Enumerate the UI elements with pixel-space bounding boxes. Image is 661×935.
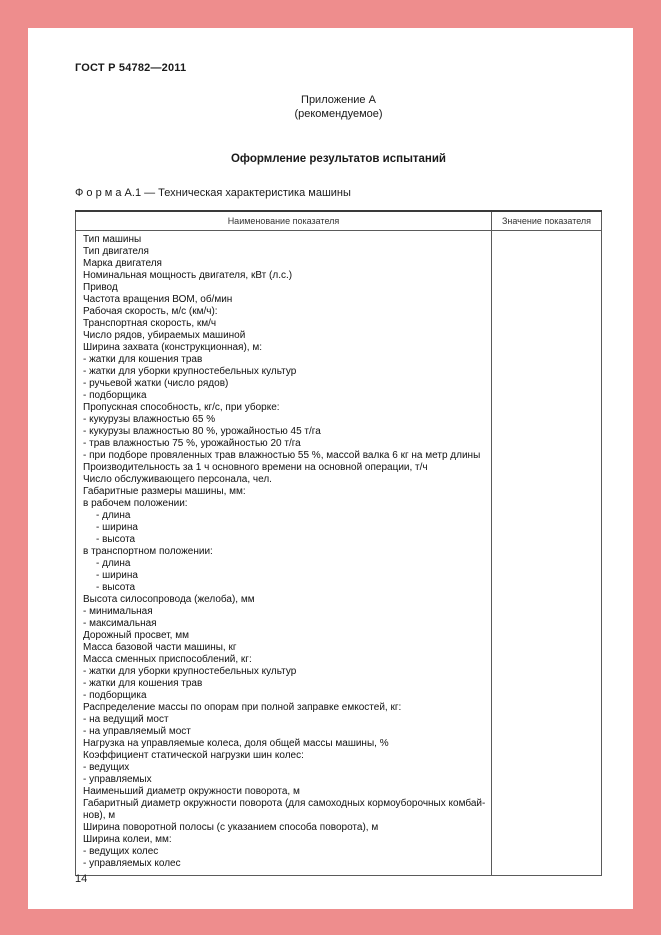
table-row: - кукурузы влажностью 65 %: [83, 414, 216, 425]
table-row: - управляемых: [83, 774, 152, 785]
table-row: Коэффициент статической нагрузки шин колес:: [83, 750, 304, 761]
table-row: Марка двигателя: [83, 258, 162, 269]
table-row: - на ведущий мост: [83, 714, 169, 725]
spec-table: [75, 210, 602, 876]
table-row: Дорожный просвет, мм: [83, 630, 189, 641]
table-row: Ширина поворотной полосы (с указанием способа поворота), м: [83, 822, 379, 833]
value-column: [492, 231, 602, 876]
table-row: в рабочем положении:: [83, 498, 188, 509]
appendix-title: Приложение А: [301, 94, 376, 106]
table-row: Масса базовой части машины, кг: [83, 642, 237, 653]
table-row: - ведущих: [83, 762, 130, 773]
table-row: - жатки для кошения трав: [83, 678, 203, 689]
table-row: - ширина: [96, 570, 138, 581]
table-row: - жатки для уборки крупностебельных культур: [83, 666, 297, 677]
table-row: Нагрузка на управляемые колеса, доля общей массы машины, %: [83, 738, 389, 749]
section-title: Оформление результатов испытаний: [230, 153, 447, 165]
table-row: - максимальная: [83, 618, 157, 629]
table-row: Рабочая скорость, м/с (км/ч):: [83, 306, 218, 317]
table-row: Габаритный диаметр окружности поворота (для самоходных кормоуборочных комбай-нов), м: [83, 798, 486, 821]
table-row: Наименьший диаметр окружности поворота, м: [83, 786, 300, 797]
table-row: - при подборе провяленных трав влажностью 55 %, массой валка 6 кг на метр длины: [83, 450, 481, 461]
table-body-row: [76, 231, 602, 876]
table-header-row: [76, 211, 602, 231]
table-row: - высота: [96, 534, 136, 545]
table-body: [76, 231, 492, 876]
doc-standard-number: ГОСТ Р 54782—2011: [75, 62, 187, 74]
table-row: Габаритные размеры машины, мм:: [83, 486, 246, 497]
table-row: - высота: [96, 582, 136, 593]
table-row: - кукурузы влажностью 80 %, урожайностью 45 т/га: [83, 426, 321, 437]
table-row: Тип двигателя: [83, 246, 149, 257]
table-row: - ведущих колес: [83, 846, 159, 857]
table-row: Распределение массы по опорам при полной заправке емкостей, кг:: [83, 702, 402, 713]
column-header-value: Значение показателя: [492, 211, 602, 231]
table-row: - длина: [96, 558, 131, 569]
document-page: [28, 28, 633, 909]
appendix-subtitle: (рекомендуемое): [294, 108, 383, 120]
table-row: - ручьевой жатки (число рядов): [83, 378, 229, 389]
table-row: - минимальная: [83, 606, 153, 617]
table-row: Число обслуживающего персонала, чел.: [83, 474, 272, 485]
table-row: - подборщика: [83, 690, 147, 701]
table-row: - на управляемый мост: [83, 726, 191, 737]
table-row: Тип машины: [83, 234, 142, 245]
page-number: 14: [75, 873, 88, 885]
table-row: - управляемых колес: [83, 858, 181, 869]
table-row: Производительность за 1 ч основного времени на основной операции, т/ч: [83, 462, 428, 473]
form-label: Ф о р м а А.1 — Техническая характеристика машины: [75, 187, 351, 199]
table-row: Частота вращения ВОМ, об/мин: [83, 294, 233, 305]
table-row: - подборщика: [83, 390, 147, 401]
table-row: Число рядов, убираемых машиной: [83, 330, 246, 341]
table-row: - ширина: [96, 522, 138, 533]
table-row: Транспортная скорость, км/ч: [83, 318, 217, 329]
table-row: Пропускная способность, кг/с, при уборке:: [83, 402, 280, 413]
table-row: в транспортном положении:: [83, 546, 213, 557]
table-row: Ширина колеи, мм:: [83, 834, 172, 845]
table-row: - длина: [96, 510, 131, 521]
table-row: Номинальная мощность двигателя, кВт (л.с.): [83, 270, 293, 281]
table-row: Ширина захвата (конструкционная), м:: [83, 342, 262, 353]
table-row: Высота силосопровода (желоба), мм: [83, 594, 255, 605]
table-row: - жатки для уборки крупностебельных культур: [83, 366, 297, 377]
table-row: - трав влажностью 75 %, урожайностью 20 т/га: [83, 438, 301, 449]
column-header-name: Наименование показателя: [76, 211, 492, 231]
table-row: - жатки для кошения трав: [83, 354, 203, 365]
table-row: Привод: [83, 282, 118, 293]
table-row: Масса сменных приспособлений, кг:: [83, 654, 252, 665]
